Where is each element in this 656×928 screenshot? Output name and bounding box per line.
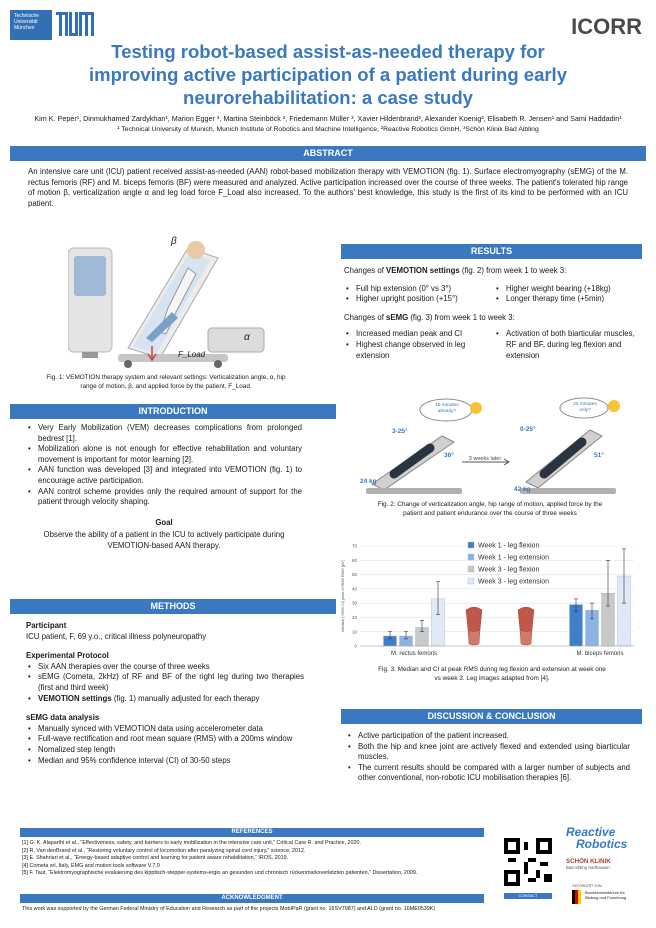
abstract-text: An intensive care unit (ICU) patient received assist-as-needed (AAN) robot-based mobilization therapy with VEMOTION (fig. 1). Surface electromyography (sEMG) of the M. rectus femoris (RF) and M. biceps femoris (BF) were measured and analyzed. Active participation increased over the course of three weeks. The patient's tolerated hip range of motion β, verticalization angle α and leg load force F_Load also increased. To the authors' best knowledge, this study is the first of its kind to be performed with an ICU patient.: [28, 167, 628, 208]
schoen-klinik-logo: [566, 858, 650, 870]
fig2-three-weeks-later: 3 weeks later: [468, 456, 502, 462]
results-settings-col1: [344, 284, 494, 305]
acknowledgment-heading: ACKNOWLEDGMENT: [20, 894, 484, 903]
tum-word-3: München: [14, 25, 35, 31]
results-intro1-bold: VEMOTION settings: [386, 266, 460, 275]
title-line-1: Testing robot-based assist-as-needed therapy for: [111, 41, 545, 62]
results-semg-columns: [344, 329, 644, 361]
list-item: [26, 694, 304, 705]
bmbf-top-text: GEFÖRDERT VOM: [572, 884, 602, 888]
vemotion-robot-illustration: [68, 228, 268, 368]
fig1-alpha-label: α: [244, 332, 250, 343]
fig1-beta-label: β: [171, 236, 177, 247]
list-item: • Manually synced with VEMOTION data using accelerometer data: [26, 724, 304, 735]
list-item: • Nomalized step length: [26, 745, 304, 756]
icorr-logo: [571, 14, 642, 40]
list-item: • Highest change observed in leg extension: [344, 340, 488, 361]
bmbf-logo-row: [572, 890, 650, 904]
reactive-logo-text: Reactive: [566, 825, 616, 839]
y-tick-label: 40: [351, 586, 357, 592]
legend-entry: Week 1 - leg flexion: [478, 542, 540, 550]
y-axis-label: Median (+95% CI) peak of RMS EMG [μV]: [341, 560, 345, 632]
list-item: • Activation of both biarticular muscles, RF and BF, during leg flexion and extension: [494, 329, 644, 361]
tum-wordmark: [10, 10, 52, 40]
affiliations: ¹ Technical University of Munich, Munich Institute of Robotics and Machine Intelligence, ²Reactive Robotics GmbH, ³Schön Klinik Bad Aibling: [117, 126, 539, 133]
legend-swatch: [468, 542, 474, 548]
reactive-robotics-logo: [566, 826, 650, 850]
y-tick-label: 70: [351, 543, 357, 549]
tum-word-2: Universität: [14, 19, 38, 25]
discussion-list: [346, 731, 630, 784]
list-item: • Both the hip and knee joint are actively flexed and extended using biarticular muscles.: [346, 742, 630, 763]
list-item: • AAN function was developed [3] and integrated into VEMOTION (fig. 1) to encourage active participation.: [26, 465, 302, 486]
discussion-block: [346, 731, 630, 784]
tum-logo: [10, 8, 100, 42]
leg-muscle-image-back-lower: [520, 630, 532, 645]
results-intro2-bold: sEMG: [386, 312, 409, 322]
y-tick-label: 0: [354, 643, 357, 649]
list-item: • Full-wave rectification and root mean square (RMS) with a 200ms window: [26, 734, 304, 745]
goal-text: Observe the ability of a patient in the ICU to actively participate during VEMOTION-based AAN therapy.: [43, 530, 285, 550]
fig3-chart-svg: [334, 536, 646, 662]
fig2-angle-week3: 0-25°: [520, 426, 536, 433]
reference-item: [2] R. Van denBrand et al., “Restoring voluntary control of locomotion after paralyzing spinal cord injury,” science, 2012.: [22, 847, 306, 854]
robotics-logo-text: Robotics: [576, 837, 628, 851]
qr-code[interactable]: [504, 838, 552, 898]
list-item: • The current results should be compared with a larger number of subjects and other conventional, non-robotic ICU mobilisation therapies [6].: [346, 763, 630, 784]
legend-entry: Week 3 - leg flexion: [478, 566, 540, 574]
fig2-bubble-week3: 20 minutes only?: [573, 402, 597, 413]
discussion-heading: DISCUSSION & CONCLUSION: [341, 709, 642, 724]
qr-contact-label: CONTACT: [504, 893, 552, 899]
legend-swatch: [468, 554, 474, 560]
results-block: [344, 266, 644, 361]
fig2-load-week3: 42 kg: [514, 486, 531, 493]
bmbf-logo: [572, 884, 650, 904]
results-semg-col2: [494, 329, 644, 361]
results-intro2-post: (fig. 3) from week 1 to week 3:: [408, 312, 515, 322]
list-item: • Higher upright position (+15°): [344, 294, 494, 305]
leg-muscle-image-front: [466, 607, 482, 632]
legend-entry: Week 1 - leg extension: [478, 554, 550, 562]
protocol-last-rest: (fig. 1) manually adjusted for each therapy: [111, 693, 260, 703]
poster-title: [40, 40, 616, 109]
list-item: • AAN control scheme provides only the required amount of support for the patient through velocity shaping.: [26, 487, 302, 508]
y-tick-label: 50: [351, 572, 357, 578]
introduction-block: [26, 423, 302, 552]
references-list: [22, 840, 486, 878]
protocol-last-bold: VEMOTION settings: [38, 693, 112, 703]
authors: Kim K. Peper¹, Dinmukhamed Zardykhan¹, Marion Egger ³, Martina Steinböck ³, Friedemann Müller ³, Xavier Hildenbrand², Alexander Koenig², Elisabeth R. Jensen¹ and Sami Haddadin¹: [34, 114, 622, 123]
fig3-caption: Fig. 3: Median and CI at peak RMS during leg flexion and extension at week one vs week 3. Leg images adapted from [4].: [378, 666, 606, 682]
legend-swatch: [468, 566, 474, 572]
legend-entry: Week 3 - leg extension: [478, 578, 550, 586]
protocol-list: [26, 662, 304, 704]
protocol-heading: Experimental Protocol: [26, 651, 109, 661]
introduction-heading: INTRODUCTION: [10, 404, 336, 419]
results-heading: RESULTS: [341, 244, 642, 259]
fig3-chart: [334, 536, 646, 662]
fig2-image: [358, 396, 638, 498]
reference-item: [1] G. K. Alaparthi et al., “Effectiveness, safety, and barriers to early mobilization in the intensive care unit,” Critical Care R. and Practice, 2020.: [22, 840, 361, 846]
results-intro1-pre: Changes of: [344, 266, 387, 275]
references-heading: REFERENCES: [20, 828, 484, 837]
y-tick-label: 10: [351, 629, 357, 635]
results-intro-settings: [344, 266, 644, 277]
list-item: • Active participation of the patient increased.: [346, 731, 630, 742]
leg-muscle-image-back: [518, 607, 534, 632]
goal-heading: Goal: [155, 517, 173, 527]
fig1-vemotion-image: [68, 228, 268, 368]
fig2-load-week1: 24 kg: [360, 478, 377, 485]
y-tick-label: 60: [351, 557, 357, 563]
methods-block: [26, 621, 304, 766]
reference-item: [4] Cometa srl, Italy, EMG and motion tools software V.7.0: [22, 862, 160, 869]
list-item: • Six AAN therapies over the course of three weeks: [26, 662, 304, 673]
schoen-logo-sub: Bad Aibling Harthausen: [566, 865, 610, 870]
acknowledgment-text: This work was supported by the German Federal Ministry of Education and Research as part of the projects MobIPaR (grant no. 16SV7987) and AI.D (grant no. 16ME0539K): [22, 906, 436, 912]
reference-item: [3] E. Shahriari et al., “Energy-based adaptive control and learning for patient aware rehabilitation,” IROS, 2019.: [22, 855, 289, 862]
bmbf-text: Bundesministerium für Bildung und Forschung: [585, 890, 627, 900]
tum-logo-icon: [55, 10, 95, 40]
fig2-hip-week3: 51°: [594, 452, 604, 459]
list-item: • Higher weight bearing (+18kg): [494, 284, 644, 295]
results-intro-semg: [344, 313, 644, 324]
x-category-label: M. rectus femoris: [390, 651, 438, 657]
list-item: • Mobilization alone is not enough for effective rehabilitation and voluntary movement is important for motor learning [2].: [26, 444, 302, 465]
fig2-caption: Fig. 2: Change of verticalization angle, hip range of motion, applied force by the patient and patient endurance over the course of three weeks: [377, 501, 603, 517]
semg-analysis-list: [26, 724, 304, 766]
list-item: • Longer therapy time (+5min): [494, 294, 644, 305]
abstract-heading: ABSTRACT: [10, 146, 646, 161]
fig2-hip-week1: 36°: [444, 452, 454, 459]
legend-swatch: [468, 578, 474, 584]
results-intro1-post: (fig. 2) from week 1 to week 3:: [459, 266, 567, 275]
results-settings-col2: [494, 284, 644, 305]
reference-item: [5] F. Taut, “Elektromyographische evaluierung des kipptisch-stepper-systems-ergio an gesunden und chronisch rückenmarksverletzten patienten,” Dissertation, 2009.: [22, 870, 418, 877]
tum-word-1: Technische: [14, 13, 40, 19]
participant-text: ICU patient, F, 69 y.o., critical illness polyneuropathy: [26, 631, 207, 641]
fig2-angle-week1: 3-25°: [392, 428, 408, 435]
results-semg-col1: [344, 329, 494, 361]
leg-muscle-image-front-lower: [468, 630, 480, 645]
x-category-label: M. biceps femoris: [576, 651, 624, 657]
title-line-3: neurorehabilitation: a case study: [183, 87, 473, 108]
fig1-fload-label: F_Load: [178, 350, 206, 359]
list-item: • sEMG (Cometa, 2kHz) of RF and BF of the right leg during two therapies (first and third week): [26, 672, 304, 693]
qr-code-icon: [504, 838, 552, 886]
semg-analysis-heading: sEMG data analysis: [26, 713, 100, 723]
y-tick-label: 20: [351, 615, 357, 621]
introduction-list: [26, 423, 302, 508]
schoen-logo-text: SCHÖN KLINIK: [566, 858, 611, 865]
methods-heading: METHODS: [10, 599, 336, 614]
fig1-caption: Fig. 1: VEMOTION therapy system and relevant settings: Verticalization angle, α, hip range of motion, β, and applied force by the patient, F_Load.: [46, 374, 286, 390]
participant-heading: Participant: [26, 621, 67, 630]
list-item: • Very Early Mobilization (VEM) decreases complications from prolonged bedrest [1].: [26, 423, 302, 444]
title-line-2: improving active participation of a patient during early: [88, 64, 567, 85]
icorr-logo-text: ICORR: [571, 14, 642, 39]
list-item: • Full hip extension (0° vs 3°): [344, 284, 494, 295]
y-tick-label: 30: [351, 600, 357, 606]
german-flag-icon: [572, 890, 582, 904]
fig2-bubble-week1: 15 minutes already?: [435, 403, 459, 414]
list-item: • Increased median peak and CI: [344, 329, 488, 340]
results-settings-columns: [344, 284, 644, 305]
results-intro2-pre: Changes of: [344, 312, 387, 322]
list-item: • Median and 95% confidence interval (CI) of 30-50 steps: [26, 756, 304, 767]
